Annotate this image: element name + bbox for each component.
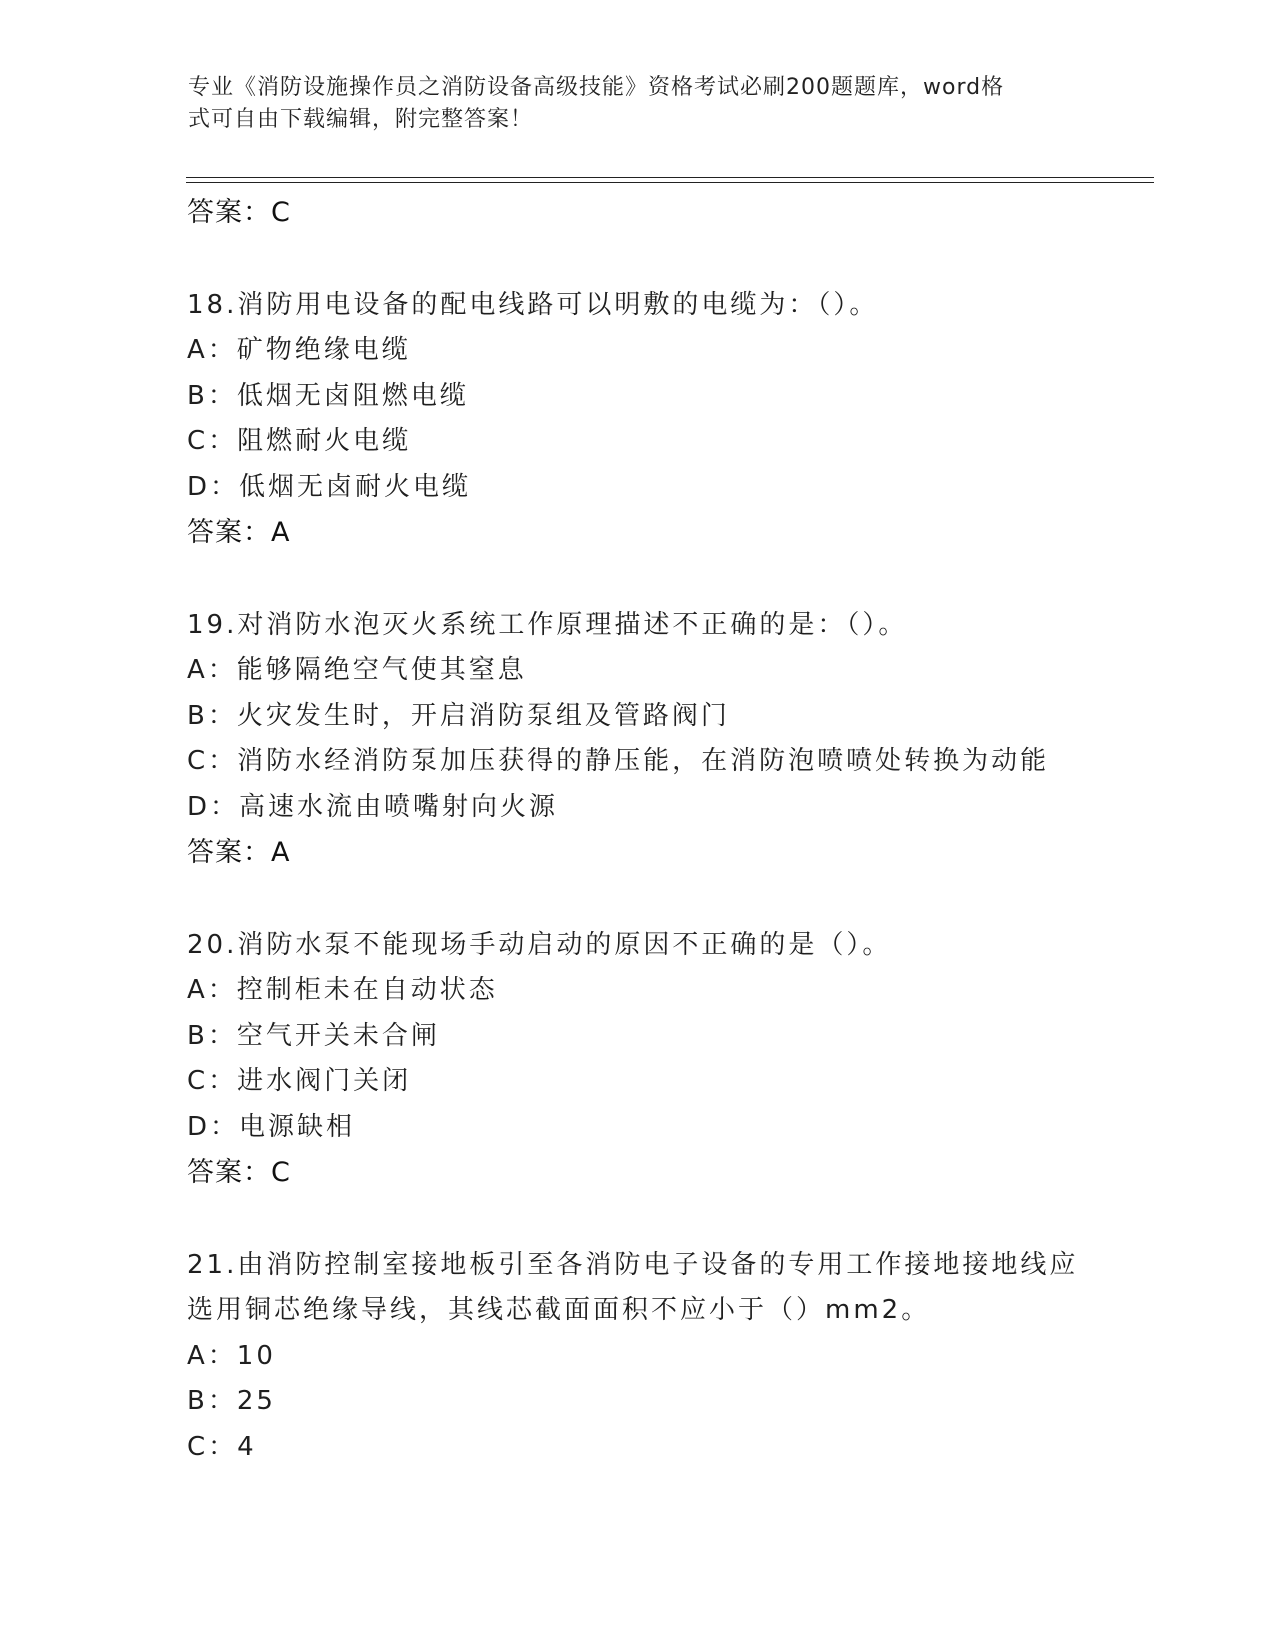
option-a: A：10: [187, 1340, 276, 1371]
question-stem: 18.消防用电设备的配电线路可以明敷的电缆为：（）。: [187, 289, 879, 320]
question-20: [187, 923, 1147, 1196]
spacer: [187, 236, 1147, 283]
option-b: B：空气开关未合闸: [187, 1020, 440, 1051]
option-c: C：阻燃耐火电缆: [187, 426, 412, 456]
answer: 答案：A: [187, 837, 291, 868]
question-stem-line-1: 21.由消防控制室接地板引至各消防电子设备的专用工作接地接地线应: [187, 1249, 1079, 1280]
option-b: B：25: [187, 1386, 276, 1416]
question-18: [187, 283, 1147, 556]
header-rule-bottom: [186, 182, 1154, 183]
document-header: [188, 72, 1068, 136]
spacer: [187, 556, 1147, 603]
option-a: A：矿物绝缘电缆: [187, 335, 411, 365]
option-d: D：高速水流由喷嘴射向火源: [187, 791, 559, 822]
question-stem: 19.对消防水泡灭火系统工作原理描述不正确的是：（）。: [187, 609, 908, 640]
header-line-1: 专业《消防设施操作员之消防设备高级技能》资格考试必刷200题题库，word格: [188, 75, 1005, 100]
option-c: C：进水阀门关闭: [187, 1066, 412, 1096]
option-b: B：低烟无卤阻燃电缆: [187, 380, 469, 411]
answer: 答案：C: [187, 1157, 291, 1188]
answer: 答案：A: [187, 517, 291, 548]
option-c: C：4: [187, 1431, 257, 1462]
option-d: D：低烟无卤耐火电缆: [187, 471, 472, 502]
option-a: A：能够隔绝空气使其窒息: [187, 655, 527, 685]
question-stem: 20.消防水泵不能现场手动启动的原因不正确的是（）。: [187, 929, 892, 960]
document-body: [187, 190, 1147, 1470]
option-b: B：火灾发生时，开启消防泵组及管路阀门: [187, 700, 730, 731]
header-rule-top: [186, 177, 1154, 178]
question-19: [187, 603, 1147, 876]
header-line-2: 式可自由下载编辑，附完整答案！: [188, 107, 534, 132]
option-d: D：电源缺相: [187, 1111, 356, 1142]
answer-17: 答案：C: [187, 197, 291, 228]
spacer: [187, 1196, 1147, 1243]
question-21: [187, 1243, 1147, 1471]
option-a: A：控制柜未在自动状态: [187, 975, 498, 1005]
spacer: [187, 876, 1147, 923]
option-c: C：消防水经消防泵加压获得的静压能，在消防泡喷喷处转换为动能: [187, 746, 1050, 776]
question-stem-line-2: 选用铜芯绝缘导线，其线芯截面面积不应小于（）mm2。: [187, 1295, 931, 1325]
